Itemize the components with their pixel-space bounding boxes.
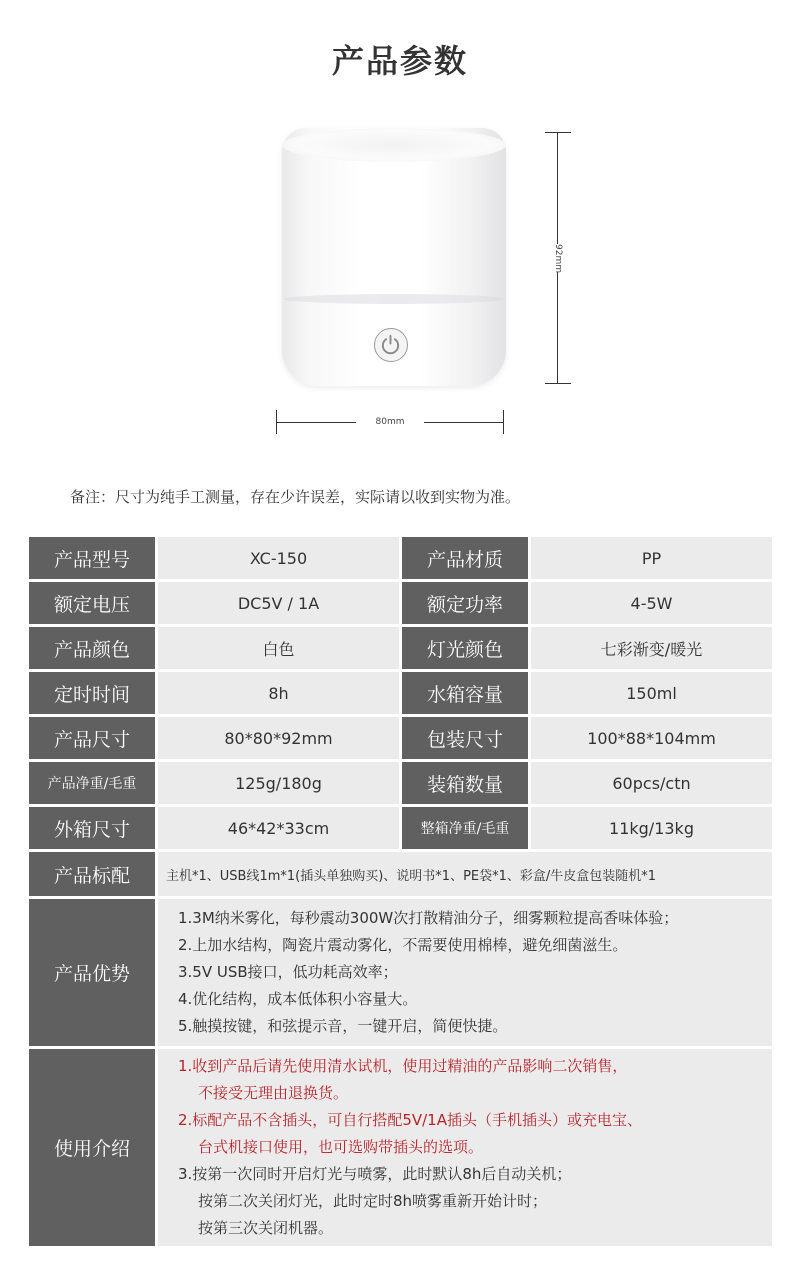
usage-line: 按第二次关闭灯光，此时定时8h喷雾重新开始计时；	[198, 1192, 548, 1210]
spec-value: 125g/180g	[158, 762, 399, 804]
measurement-note: 备注：尺寸为纯手工测量，存在少许误差，实际请以收到实物为准。	[70, 488, 521, 506]
spec-value: 80*80*92mm	[158, 717, 399, 759]
spec-value: 150ml	[531, 672, 772, 714]
spec-value: 白色	[158, 627, 399, 669]
spec-value: 11kg/13kg	[531, 807, 772, 849]
spec-value: 100*88*104mm	[531, 717, 772, 759]
spec-label: 外箱尺寸	[29, 807, 155, 849]
spec-value: 8h	[158, 672, 399, 714]
advantage-item: 4.优化结构，成本低体积小容量大。	[178, 990, 418, 1008]
spec-row	[29, 717, 772, 759]
spec-label: 产品尺寸	[29, 717, 155, 759]
width-dimension-cap-right	[503, 410, 504, 434]
spec-label: 装箱数量	[402, 762, 528, 804]
spec-value: 60pcs/ctn	[531, 762, 772, 804]
spec-row	[29, 537, 772, 579]
spec-value: 46*42*33cm	[158, 807, 399, 849]
spec-label: 定时时间	[29, 672, 155, 714]
advantages-label: 产品优势	[29, 899, 155, 1046]
spec-label: 额定功率	[402, 582, 528, 624]
advantage-item: 3.5V USB接口，低功耗高效率；	[178, 963, 398, 981]
humidifier-top	[282, 128, 506, 162]
spec-row	[29, 672, 772, 714]
page-title: 产品参数	[331, 42, 468, 80]
advantages-list	[158, 899, 772, 1046]
usage-row	[29, 1049, 772, 1246]
spec-value: 七彩渐变/暖光	[531, 627, 772, 669]
usage-line: 不接受无理由退换货。	[198, 1084, 349, 1102]
spec-label: 水箱容量	[402, 672, 528, 714]
spec-label: 产品材质	[402, 537, 528, 579]
spec-label: 包装尺寸	[402, 717, 528, 759]
spec-table	[29, 537, 772, 1249]
advantage-item: 5.触摸按键，和弦提示音，一键开启，简便快捷。	[178, 1017, 508, 1035]
spec-label: 额定电压	[29, 582, 155, 624]
usage-line: 台式机接口使用，也可选购带插头的选项。	[198, 1138, 484, 1156]
spec-label: 整箱净重/毛重	[402, 807, 528, 849]
spec-label: 产品颜色	[29, 627, 155, 669]
standard-row	[29, 852, 772, 896]
width-dimension-cap-left	[276, 410, 277, 434]
spec-row	[29, 582, 772, 624]
standard-value: 主机*1、USB线1m*1(插头单独购买)、说明书*1、PE袋*1、彩盒/牛皮盒包装随机*1	[158, 852, 772, 896]
spec-label: 产品净重/毛重	[29, 762, 155, 804]
humidifier-image	[282, 128, 506, 386]
spec-label: 产品型号	[29, 537, 155, 579]
height-dimension-cap-top	[545, 132, 571, 133]
usage-list	[158, 1049, 772, 1246]
light-band	[284, 294, 504, 304]
usage-label: 使用介绍	[29, 1049, 155, 1246]
spec-row	[29, 762, 772, 804]
height-label: 92mm	[547, 244, 569, 272]
spec-value: 4-5W	[531, 582, 772, 624]
advantages-row	[29, 899, 772, 1046]
advantage-item: 1.3M纳米雾化，每秒震动300W次打散精油分子，细雾颗粒提高香味体验；	[178, 909, 679, 927]
advantage-item: 2.上加水结构，陶瓷片震动雾化，不需要使用棉棒，避免细菌滋生。	[178, 936, 628, 954]
width-label: 80mm	[356, 414, 424, 430]
usage-line: 2.标配产品不含插头，可自行搭配5V/1A插头（手机插头）或充电宝、	[178, 1111, 642, 1129]
height-dimension-cap-bottom	[545, 383, 571, 384]
usage-line: 1.收到产品后请先使用清水试机，使用过精油的产品影响二次销售，	[178, 1057, 628, 1075]
spec-row	[29, 627, 772, 669]
usage-line: 按第三次关闭机器。	[198, 1219, 334, 1237]
spec-value: XC-150	[158, 537, 399, 579]
width-dimension	[276, 410, 504, 434]
usage-line: 3.按第一次同时开启灯光与喷雾，此时默认8h后自动关机；	[178, 1165, 572, 1183]
spec-row	[29, 807, 772, 849]
spec-value: DC5V / 1A	[158, 582, 399, 624]
power-icon	[374, 328, 408, 362]
spec-label: 灯光颜色	[402, 627, 528, 669]
spec-value: PP	[531, 537, 772, 579]
height-dimension	[545, 132, 571, 384]
standard-label: 产品标配	[29, 852, 155, 896]
